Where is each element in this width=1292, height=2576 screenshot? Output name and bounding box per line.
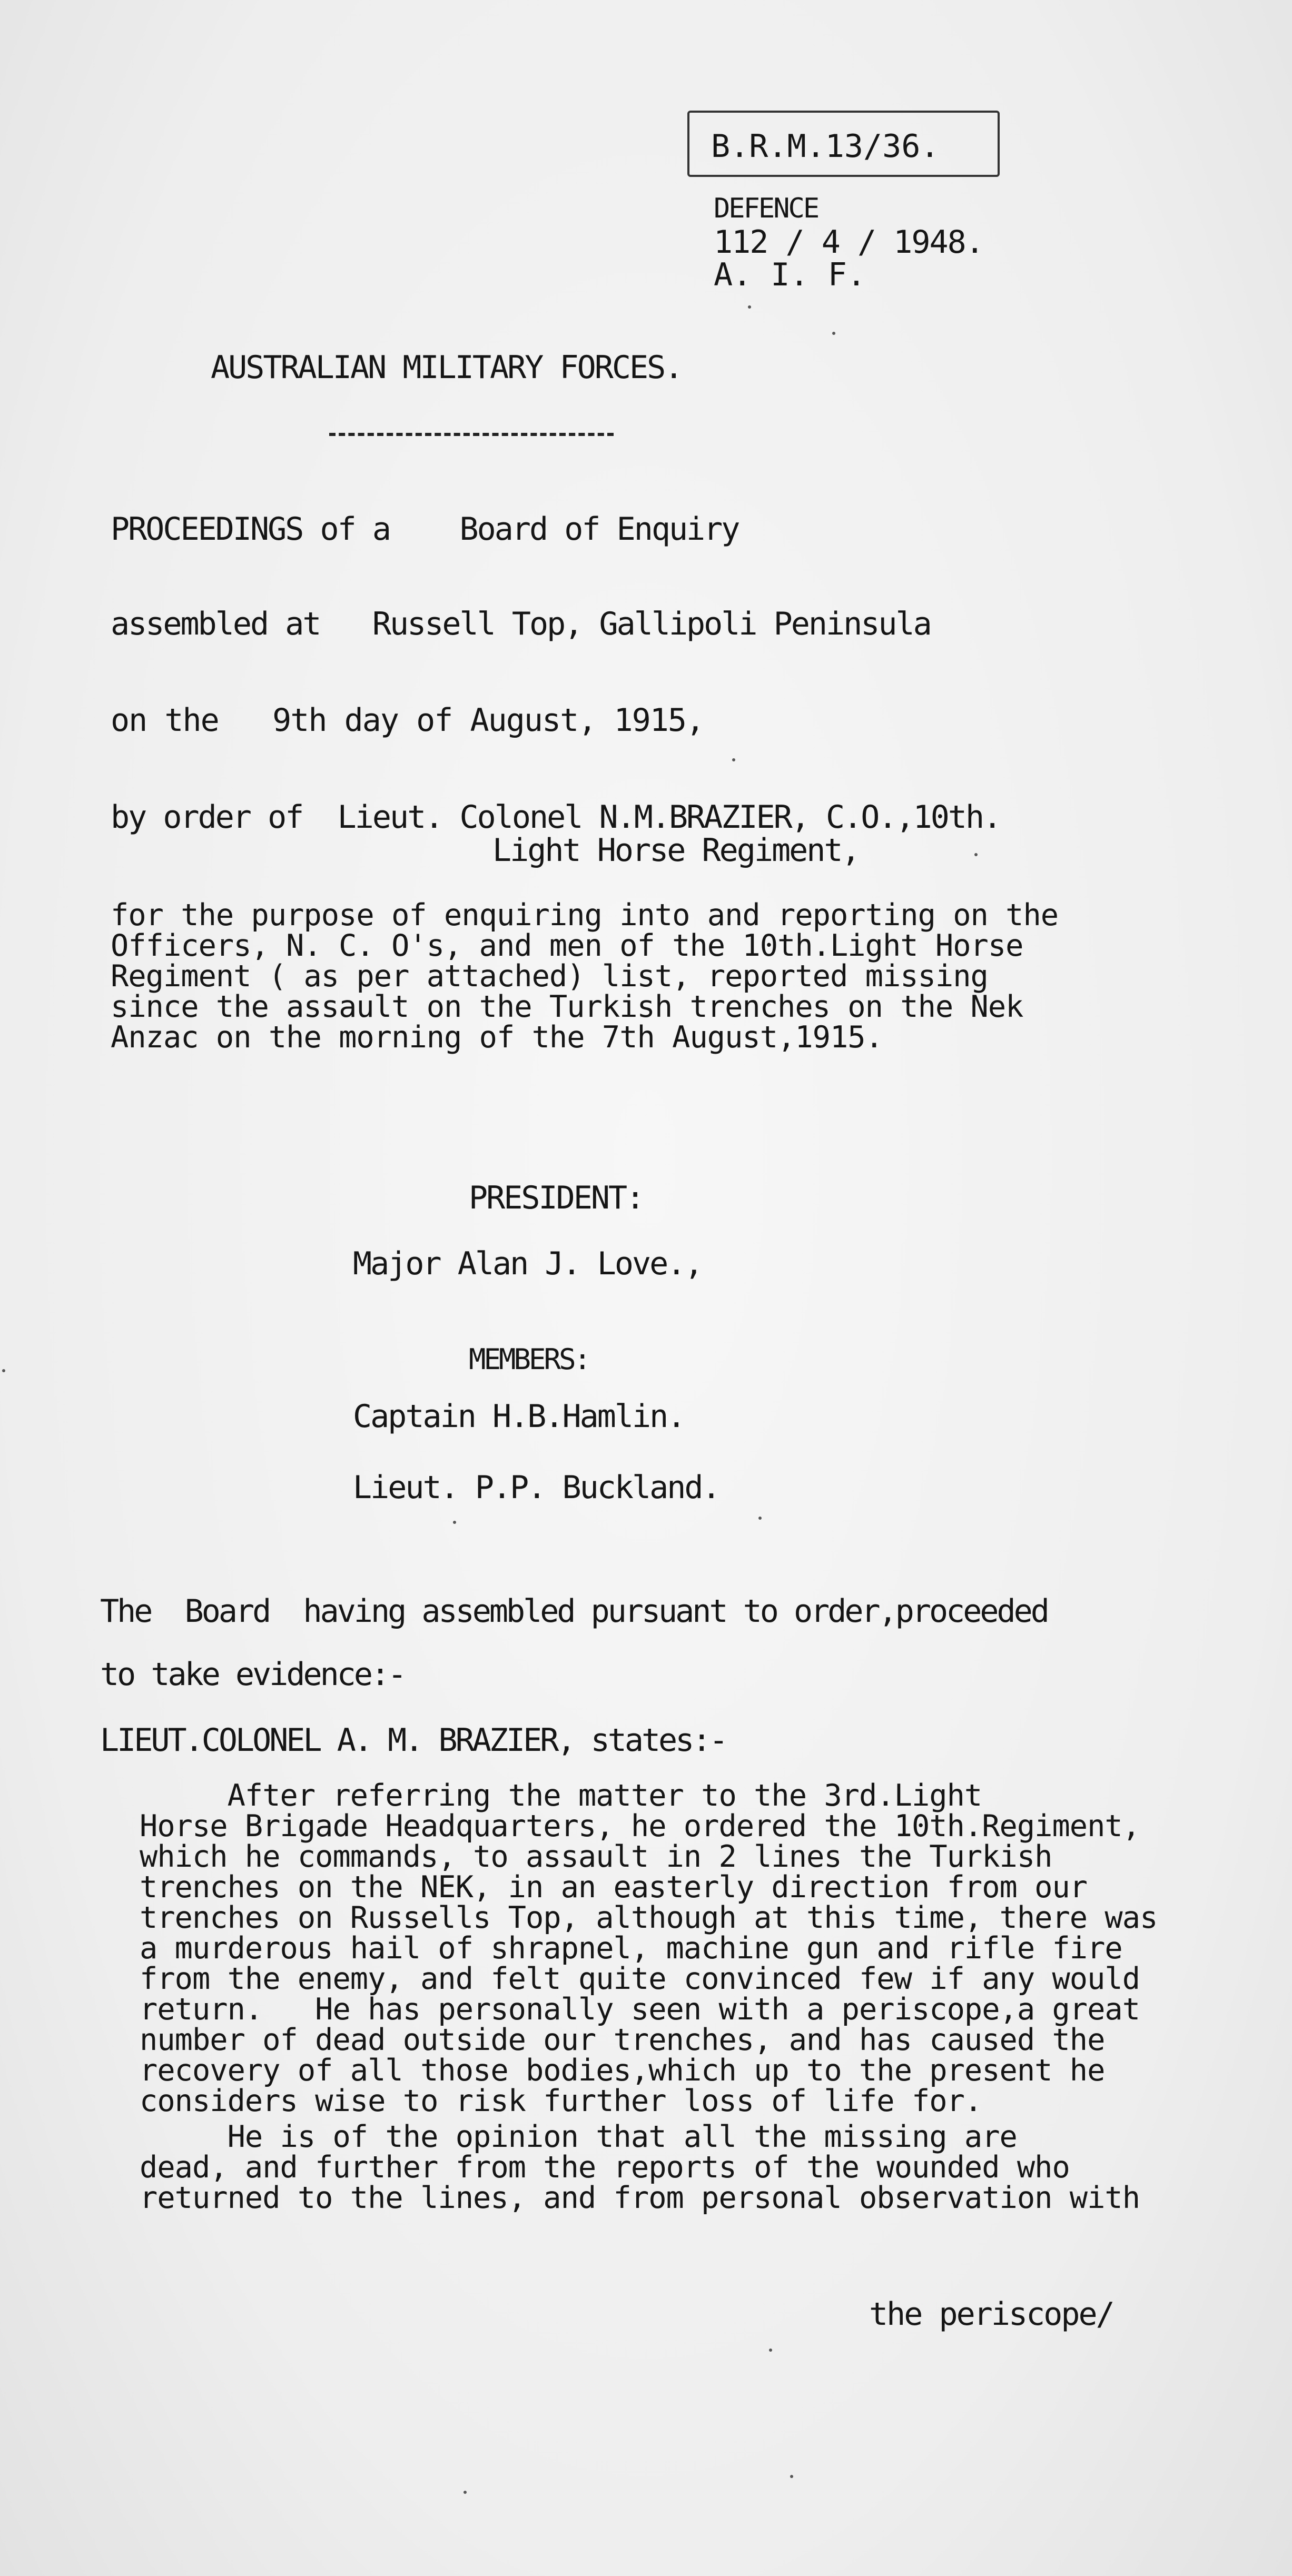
- dept-number: 112 / 4 / 1948.: [714, 224, 983, 261]
- member-name: Lieut. P.P. Buckland.: [353, 1469, 719, 1506]
- evidence-line: return. He has personally seen with a periscope,a great: [140, 1992, 1140, 2027]
- heading-rule: [329, 433, 614, 436]
- purpose-line: since the assault on the Turkish trenches on the Nek: [111, 989, 1023, 1024]
- purpose-line: Officers, N. C. O's, and men of the 10th.Light Horse: [111, 928, 1023, 963]
- order-line-regiment: Light Horse Regiment,: [492, 832, 859, 869]
- president-label: PRESIDENT:: [469, 1180, 644, 1216]
- proceedings-line: PROCEEDINGS of a Board of Enquiry: [111, 511, 739, 548]
- evidence-line: He is of the opinion that all the missing are: [140, 2119, 1017, 2154]
- evidence-line: a murderous hail of shrapnel, machine gun and rifle fire: [140, 1931, 1122, 1966]
- evidence-line: considers wise to risk further loss of life for.: [140, 2084, 982, 2118]
- catchword: the periscope/: [869, 2296, 1113, 2333]
- evidence-intro: to take evidence:-: [100, 1656, 405, 1693]
- order-line: by order of Lieut. Colonel N.M.BRAZIER, C.O.,10th.: [111, 799, 1001, 836]
- date-line: on the 9th day of August, 1915,: [111, 702, 704, 739]
- purpose-line: for the purpose of enquiring into and reporting on the: [111, 898, 1059, 933]
- witness-heading: LIEUT.COLONEL A. M. BRAZIER, states:-: [100, 1722, 726, 1759]
- evidence-line: from the enemy, and felt quite convinced few if any would: [140, 1961, 1140, 1996]
- evidence-line: recovery of all those bodies,which up to the present he: [140, 2053, 1105, 2088]
- assembled-line: assembled at Russell Top, Gallipoli Peninsula: [111, 606, 931, 642]
- evidence-line: number of dead outside our trenches, and has caused the: [140, 2023, 1105, 2057]
- member-name: Captain H.B.Hamlin.: [353, 1398, 685, 1435]
- president-name: Major Alan J. Love.,: [353, 1245, 702, 1282]
- evidence-line: After referring the matter to the 3rd.Light: [140, 1778, 982, 1813]
- evidence-line: trenches on Russells Top, although at this time, there was: [140, 1900, 1158, 1935]
- dept-label: DEFENCE: [714, 193, 818, 224]
- evidence-line: returned to the lines, and from personal observation with: [140, 2181, 1140, 2215]
- purpose-line: Anzac on the morning of the 7th August,1915.: [111, 1020, 883, 1055]
- evidence-line: Horse Brigade Headquarters, he ordered the 10th.Regiment,: [140, 1809, 1140, 1844]
- purpose-line: Regiment ( as per attached) list, reported missing: [111, 959, 988, 994]
- force-label: A. I. F.: [714, 256, 866, 293]
- evidence-line: dead, and further from the reports of the wounded who: [140, 2150, 1070, 2185]
- evidence-intro: The Board having assembled pursuant to order,proceeded: [100, 1593, 1048, 1630]
- evidence-line: which he commands, to assault in 2 lines the Turkish: [140, 1839, 1052, 1874]
- file-number: B.R.M.13/36.: [711, 128, 940, 165]
- page-title: AUSTRALIAN MILITARY FORCES.: [211, 349, 682, 386]
- members-label: MEMBERS:: [469, 1343, 589, 1376]
- evidence-line: trenches on the NEK, in an easterly direction from our: [140, 1870, 1088, 1905]
